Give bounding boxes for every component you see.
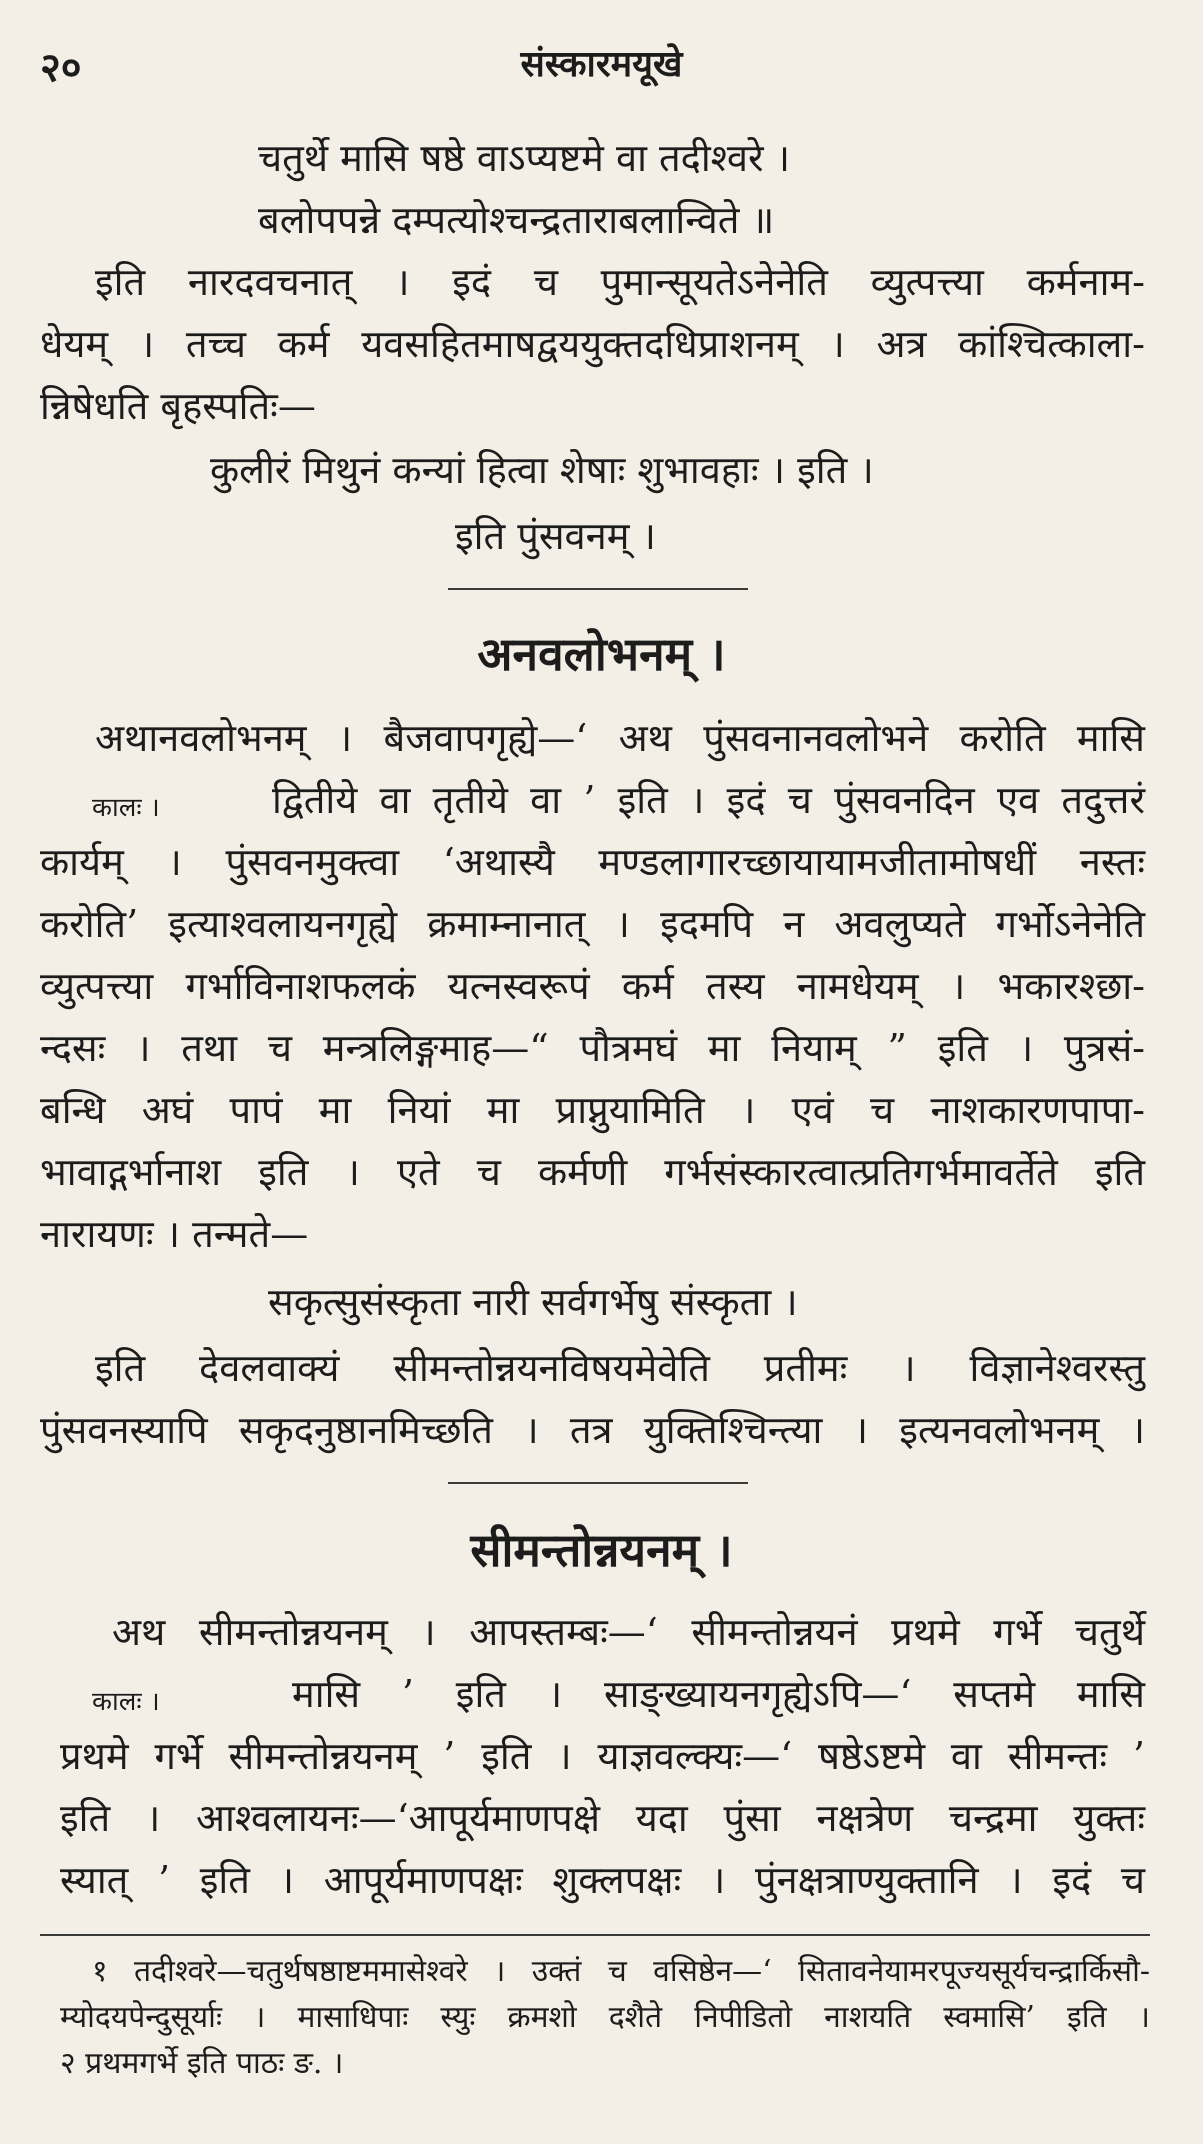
paragraph-line: इति । आश्वलायनः—‘आपूर्यमाणपक्षे यदा पुंसा नक्षत्रेण चन्द्रमा युक्तः (60, 1796, 1145, 1840)
verse-line-2: बलोपपन्ने दम्पत्योश्चन्द्रताराबलान्विते ॥ (258, 198, 775, 242)
paragraph-line: इति देवलवाक्यं सीमन्तोन्नयनविषयमेवेति प्रतीमः । विज्ञानेश्वरस्तु (95, 1346, 1145, 1390)
running-title: संस्कारमयूखे (520, 43, 683, 85)
paragraph-line: स्यात् ’ इति । आपूर्यमाणपक्षः शुक्लपक्षः । पुंनक्षत्राण्युक्तानि । इदं च (60, 1858, 1145, 1902)
paragraph-line: न्दसः । तथा च मन्त्रलिङ्गमाह—“ पौत्रमघं मा नियाम् ” इति । पुत्रसं- (40, 1026, 1145, 1070)
paragraph-line: नारायणः । तन्मते— (40, 1212, 309, 1256)
footnote-2: २ प्रथमगर्भे इति पाठः ङ. । (60, 2046, 344, 2081)
paragraph-line: व्युत्पत्त्या गर्भाविनाशफलकं यत्नस्वरूपं कर्म तस्य नामधेयम् । भकारश्छा- (40, 964, 1145, 1008)
paragraph-line: धेयम् । तच्च कर्म यवसहितमाषद्वययुक्तदधिप्राशनम् । अत्र कांश्चित्काला- (40, 322, 1145, 366)
verse-line-4: सकृत्सुसंस्कृता नारी सर्वगर्भेषु संस्कृता । (268, 1280, 798, 1324)
paragraph-line: अथ सीमन्तोन्नयनम् । आपस्तम्बः—‘ सीमन्तोन्नयनं प्रथमे गर्भे चतुर्थे (112, 1610, 1145, 1654)
paragraph-line: प्रथमे गर्भे सीमन्तोन्नयनम् ’ इति । याज्ञवल्क्यः—‘ षष्ठेऽष्टमे वा सीमन्तः ’ (60, 1734, 1145, 1778)
section-end-text: इति पुंसवनम् । (455, 514, 656, 558)
section-heading-simantonnayanam: सीमन्तोन्नयनम् । (470, 1523, 733, 1577)
paragraph-line: अथानवलोभनम् । बैजवापगृह्ये—‘ अथ पुंसवनानवलोभने करोति मासि (95, 716, 1145, 760)
section-heading-anavalobhanam: अनवलोभनम् । (477, 627, 726, 681)
footnote-1: १ तदीश्वरे—चतुर्थषष्ठाष्टममासेश्वरे । उक्तं च वसिष्ठेन—‘ सितावनेयामरपूज्यसूर्यचन्द्रार्किसौ- (92, 1954, 1150, 1989)
page-number: २० (40, 44, 82, 91)
divider-rule (448, 1482, 748, 1484)
paragraph-line: न्निषेधति बृहस्पतिः— (40, 384, 316, 428)
paragraph-line: इति नारदवचनात् । इदं च पुमान्सूयतेऽनेनेति व्युत्पत्त्या कर्मनाम- (95, 260, 1145, 304)
verse-line-1: चतुर्थे मासि षष्ठे वाऽप्यष्टमे वा तदीश्वरे । (258, 136, 790, 180)
paragraph-line: पुंसवनस्यापि सकृदनुष्ठानमिच्छति । तत्र युक्तिश्चिन्त्या । इत्यनवलोभनम् । (40, 1408, 1145, 1452)
margin-note: कालः । (92, 1687, 160, 1717)
footnote-1-continued: म्योदयपेन्दुसूर्याः । मासाधिपाः स्युः क्रमशो दशैते निपीडितो नाशयति स्वमासि’ इति । (60, 2000, 1150, 2035)
divider-rule (448, 588, 748, 590)
footnote-rule (40, 1934, 1150, 1936)
paragraph-line: बन्धि अघं पापं मा नियां मा प्राप्नुयामिति । एवं च नाशकारणपापा- (40, 1088, 1145, 1132)
margin-note: कालः । (92, 793, 160, 823)
paragraph-line: भावाद्गर्भानाश इति । एते च कर्मणी गर्भसंस्कारत्वात्प्रतिगर्भमावर्तेते इति (40, 1150, 1145, 1194)
paragraph-line: कार्यम् । पुंसवनमुक्त्वा ‘अथास्यै मण्डलागारच्छायायामजीतामोषधीं नस्तः (40, 840, 1145, 884)
verse-line-3: कुलीरं मिथुनं कन्यां हित्वा शेषाः शुभावहाः । इति । (210, 448, 874, 492)
paragraph-line: द्वितीये वा तृतीये वा ’ इति । इदं च पुंसवनदिन एव तदुत्तरं (272, 778, 1145, 822)
paragraph-line: करोति’ इत्याश्वलायनगृह्ये क्रमाम्नानात् । इदमपि न अवलुप्यते गर्भोऽनेनेति (40, 902, 1145, 946)
paragraph-line: मासि ’ इति । साङ्ख्यायनगृह्येऽपि—‘ सप्तमे मासि (292, 1672, 1145, 1716)
